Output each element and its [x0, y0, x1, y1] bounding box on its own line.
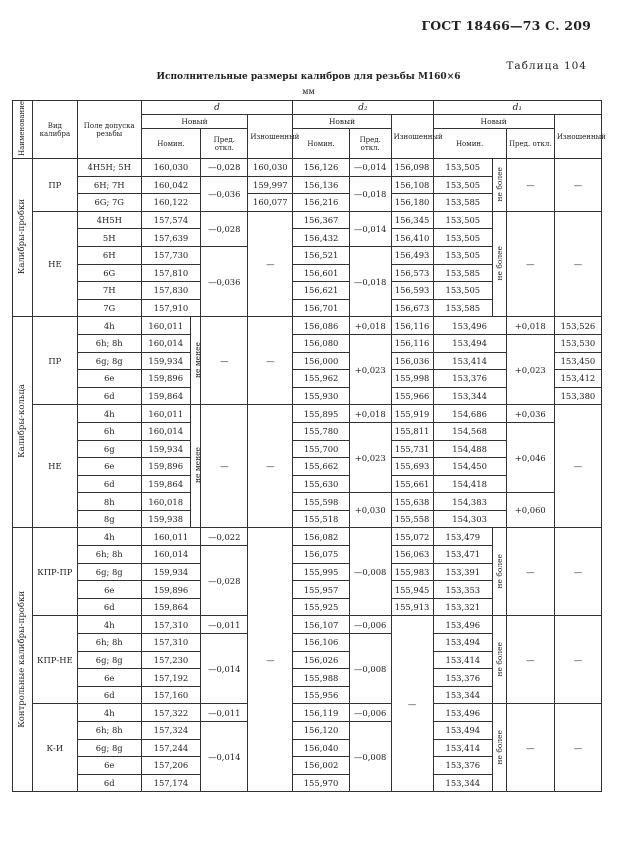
tolerance-cell: 6e [77, 370, 141, 388]
tolerance-cell: 7H [77, 282, 141, 300]
tolerance-cell: 6d [77, 475, 141, 493]
d2-worn-cell: 156,593 [391, 282, 433, 300]
header-d1-new: Новый [433, 115, 554, 129]
d1-worn-cell: — [554, 211, 601, 317]
d2-worn-cell: 155,731 [391, 440, 433, 458]
d2-worn-cell: 156,573 [391, 264, 433, 282]
d2-nominal-cell: 155,662 [293, 458, 349, 476]
d-nominal-cell: 157,830 [141, 282, 201, 300]
d2-nominal-cell: 156,126 [293, 159, 349, 177]
d2-worn-cell: 155,913 [391, 598, 433, 616]
table-row [13, 405, 602, 423]
tolerance-cell: 4h [77, 704, 141, 722]
d1-nominal-cell: 153,505 [433, 282, 493, 300]
d2-nominal-cell: 156,107 [293, 616, 349, 634]
header-d2-deviation: Пред. откл. [349, 129, 391, 159]
tolerance-cell: 8h [77, 493, 141, 511]
gauge-type: КПР-НЕ [32, 616, 77, 704]
d2-worn-cell: 155,983 [391, 563, 433, 581]
gauge-type: ПР [32, 317, 77, 405]
d-deviation-cell: —0,028 [201, 211, 248, 246]
d1-worn-cell: — [554, 704, 601, 792]
gauge-type: НЕ [32, 405, 77, 528]
d2-nominal-cell: 156,120 [293, 722, 349, 740]
header-name: Наименование [13, 101, 33, 159]
d1-deviation-cell: +0,023 [506, 334, 554, 404]
d2-nominal-cell: 155,957 [293, 581, 349, 599]
d1-nominal-cell: 153,344 [433, 686, 493, 704]
dimensions-table [12, 100, 606, 792]
d1-deviation-cell: — [506, 159, 554, 212]
d1-worn-cell: 153,450 [554, 352, 601, 370]
d1-deviation-cell: — [506, 528, 554, 616]
d-nominal-cell: 157,160 [141, 686, 201, 704]
d-nominal-cell: 159,934 [141, 563, 201, 581]
d2-deviation-cell: —0,006 [349, 704, 391, 722]
d-deviation-cell: —0,036 [201, 176, 248, 211]
d2-deviation-cell: +0,023 [349, 422, 391, 492]
d-deviation-cell: —0,014 [201, 634, 248, 704]
d2-worn-cell: 155,919 [391, 405, 433, 423]
d2-nominal-cell: 156,026 [293, 651, 349, 669]
header-d1-worn: Изношенный [554, 115, 601, 159]
header-d2-new: Новый [293, 115, 391, 129]
tolerance-cell: 8g [77, 510, 141, 528]
d-nominal-cell: 160,018 [141, 493, 190, 511]
d2-nominal-cell: 156,367 [293, 211, 349, 229]
header-d2-worn: Изношенный [391, 115, 433, 159]
d-deviation-cell: — [201, 317, 248, 405]
tolerance-cell: 6h; 8h [77, 634, 141, 652]
tolerance-cell: 6H; 7H [77, 176, 141, 194]
d2-nominal-cell: 155,518 [293, 510, 349, 528]
d1-deviation-cell: — [506, 616, 554, 704]
header-d-nominal: Номин. [141, 129, 201, 159]
group-label: Калибры-кольца [13, 317, 33, 528]
tolerance-cell: 6e [77, 458, 141, 476]
d2-deviation-cell: +0,030 [349, 493, 391, 528]
header-d-new: Новый [141, 115, 248, 129]
d1-nominal-cell: 154,303 [433, 510, 506, 528]
d1-worn-cell: 153,530 [554, 334, 601, 352]
d-nominal-cell: 160,014 [141, 334, 190, 352]
d-deviation-cell: —0,011 [201, 704, 248, 722]
d2-nominal-cell: 156,075 [293, 546, 349, 564]
table-row [13, 317, 602, 335]
d-nominal-cell: 157,322 [141, 704, 201, 722]
d1-deviation-cell: — [506, 211, 554, 317]
d1-nominal-cell: 154,686 [433, 405, 506, 423]
d-nominal-cell: 159,896 [141, 370, 190, 388]
d2-worn-cell: — [391, 616, 433, 792]
d2-worn-cell: 155,811 [391, 422, 433, 440]
tolerance-cell: 6d [77, 598, 141, 616]
d2-nominal-cell: 155,598 [293, 493, 349, 511]
tolerance-cell: 7G [77, 299, 141, 317]
d2-nominal-cell: 156,432 [293, 229, 349, 247]
d-deviation-cell: —0,028 [201, 159, 248, 177]
d1-nominal-cell: 153,585 [433, 264, 493, 282]
d1-nominal-cell: 153,494 [433, 634, 493, 652]
d1-nominal-cell: 153,505 [433, 159, 493, 177]
table-row [13, 704, 602, 722]
tolerance-cell: 6g; 8g [77, 739, 141, 757]
tolerance-cell: 6G; 7G [77, 194, 141, 212]
d-nominal-cell: 160,014 [141, 422, 190, 440]
header-d: d [141, 101, 293, 115]
tolerance-cell: 6g; 8g [77, 651, 141, 669]
group-label: Калибры-пробки [13, 159, 33, 317]
d-nominal-cell: 157,324 [141, 722, 201, 740]
d1-deviation-cell: +0,046 [506, 422, 554, 492]
d2-deviation-cell: —0,018 [349, 246, 391, 316]
tolerance-cell: 6h; 8h [77, 546, 141, 564]
d2-worn-cell: 155,945 [391, 581, 433, 599]
d1-worn-cell: — [554, 405, 601, 528]
d2-nominal-cell: 155,970 [293, 774, 349, 792]
d2-deviation-cell: —0,008 [349, 722, 391, 792]
d-nominal-cell: 157,230 [141, 651, 201, 669]
tolerance-cell: 6d [77, 387, 141, 405]
d2-nominal-cell: 156,080 [293, 334, 349, 352]
d1-deviation-cell: +0,060 [506, 493, 554, 528]
tolerance-cell: 4h [77, 616, 141, 634]
gauge-type: НЕ [32, 211, 77, 317]
tolerance-cell: 6e [77, 757, 141, 775]
d1-nominal-cell: 153,494 [433, 722, 493, 740]
d2-worn-cell: 156,493 [391, 246, 433, 264]
d-nominal-cell: 159,938 [141, 510, 190, 528]
d-nominal-cell: 157,310 [141, 616, 201, 634]
d1-nominal-cell: 153,505 [433, 246, 493, 264]
d1-nominal-cell: 153,505 [433, 229, 493, 247]
d2-nominal-cell: 155,988 [293, 669, 349, 687]
not-more-label: не более [493, 528, 507, 616]
not-more-label: не более [493, 704, 507, 792]
d2-nominal-cell: 155,995 [293, 563, 349, 581]
header-d1-deviation: Пред. откл. [506, 129, 554, 159]
d-nominal-cell: 159,934 [141, 440, 190, 458]
d-nominal-cell: 159,896 [141, 458, 190, 476]
d1-nominal-cell: 153,496 [433, 317, 506, 335]
d-nominal-cell: 157,730 [141, 246, 201, 264]
d2-nominal-cell: 156,000 [293, 352, 349, 370]
d1-nominal-cell: 154,568 [433, 422, 506, 440]
d-worn-cell: 160,030 [248, 159, 293, 177]
d2-worn-cell: 156,098 [391, 159, 433, 177]
d2-nominal-cell: 156,082 [293, 528, 349, 546]
header-tolerance: Поле допуска резьбы [77, 101, 141, 159]
d2-worn-cell: 156,673 [391, 299, 433, 317]
d-nominal-cell: 157,192 [141, 669, 201, 687]
d2-nominal-cell: 155,925 [293, 598, 349, 616]
d1-nominal-cell: 153,344 [433, 387, 506, 405]
table-row [13, 422, 602, 440]
tolerance-cell: 6h; 8h [77, 722, 141, 740]
d2-worn-cell: 156,063 [391, 546, 433, 564]
d1-nominal-cell: 153,391 [433, 563, 493, 581]
d1-nominal-cell: 153,414 [433, 352, 506, 370]
d1-nominal-cell: 153,376 [433, 669, 493, 687]
d2-worn-cell: 155,638 [391, 493, 433, 511]
d2-nominal-cell: 156,106 [293, 634, 349, 652]
d1-worn-cell: — [554, 616, 601, 704]
d-nominal-cell: 157,574 [141, 211, 201, 229]
d1-nominal-cell: 153,585 [433, 194, 493, 212]
d1-nominal-cell: 153,496 [433, 704, 493, 722]
gauge-type: КПР-ПР [32, 528, 77, 616]
tolerance-cell: 4H5H [77, 211, 141, 229]
d-nominal-cell: 157,244 [141, 739, 201, 757]
d1-nominal-cell: 153,496 [433, 616, 493, 634]
tolerance-cell: 6H [77, 246, 141, 264]
d-nominal-cell: 157,639 [141, 229, 201, 247]
d1-nominal-cell: 154,450 [433, 458, 506, 476]
d1-worn-cell: 153,526 [554, 317, 601, 335]
d-nominal-cell: 160,122 [141, 194, 201, 212]
d2-nominal-cell: 156,701 [293, 299, 349, 317]
d1-nominal-cell: 153,505 [433, 176, 493, 194]
header-d1: d₁ [433, 101, 602, 115]
d2-nominal-cell: 156,136 [293, 176, 349, 194]
d1-nominal-cell: 153,494 [433, 334, 506, 352]
d2-nominal-cell: 156,086 [293, 317, 349, 335]
d-deviation-cell: —0,022 [201, 528, 248, 546]
d-worn-cell: — [248, 211, 293, 317]
d-deviation-cell: —0,011 [201, 616, 248, 634]
d2-deviation-cell: —0,008 [349, 528, 391, 616]
table-caption: Исполнительные размеры калибров для резьбы М160×6 [156, 72, 461, 82]
gauge-type: К-И [32, 704, 77, 792]
d2-worn-cell: 156,036 [391, 352, 433, 370]
page-header: ГОСТ 18466—73 С. 209 [421, 18, 591, 33]
not-less-label: не менее [190, 405, 200, 528]
d1-nominal-cell: 153,479 [433, 528, 493, 546]
tolerance-cell: 6e [77, 581, 141, 599]
header-d-deviation: Пред. откл. [201, 129, 248, 159]
tolerance-cell: 4h [77, 317, 141, 335]
d1-deviation-cell: +0,018 [506, 317, 554, 335]
tolerance-cell: 6G [77, 264, 141, 282]
table-number: Таблица 104 [506, 60, 587, 72]
d-nominal-cell: 157,910 [141, 299, 201, 317]
d-nominal-cell: 159,896 [141, 581, 201, 599]
d2-nominal-cell: 156,002 [293, 757, 349, 775]
d2-worn-cell: 156,345 [391, 211, 433, 229]
tolerance-cell: 6e [77, 669, 141, 687]
d1-nominal-cell: 153,376 [433, 370, 506, 388]
gauge-type: ПР [32, 159, 77, 212]
d2-worn-cell: 155,693 [391, 458, 433, 476]
d1-nominal-cell: 153,344 [433, 774, 493, 792]
not-more-label: не более [493, 616, 507, 704]
tolerance-cell: 4h [77, 528, 141, 546]
d2-deviation-cell: —0,006 [349, 616, 391, 634]
d-nominal-cell: 160,014 [141, 546, 201, 564]
d2-deviation-cell: —0,018 [349, 176, 391, 211]
unit-label: мм [302, 87, 315, 96]
not-less-label: не менее [190, 317, 200, 405]
d1-worn-cell: 153,412 [554, 370, 601, 388]
d1-worn-cell: — [554, 528, 601, 616]
not-more-label: не более [493, 159, 507, 212]
d-nominal-cell: 160,042 [141, 176, 201, 194]
d1-nominal-cell: 154,418 [433, 475, 506, 493]
tolerance-cell: 6h [77, 422, 141, 440]
d-worn-cell: — [248, 405, 293, 528]
d1-deviation-cell: — [506, 704, 554, 792]
d2-worn-cell: 156,108 [391, 176, 433, 194]
d1-deviation-cell: +0,036 [506, 405, 554, 423]
d1-nominal-cell: 153,471 [433, 546, 493, 564]
d-deviation-cell: —0,014 [201, 722, 248, 792]
d1-nominal-cell: 153,585 [433, 299, 493, 317]
d2-nominal-cell: 156,601 [293, 264, 349, 282]
d2-worn-cell: 156,116 [391, 317, 433, 335]
tolerance-cell: 6g [77, 440, 141, 458]
not-more-label: не более [493, 211, 507, 317]
d1-worn-cell: 153,380 [554, 387, 601, 405]
header-d2: d₂ [293, 101, 433, 115]
table-row [13, 528, 602, 546]
tolerance-cell: 6h; 8h [77, 334, 141, 352]
d-nominal-cell: 160,011 [141, 405, 190, 423]
group-label: Контрольные калибры-пробки [13, 528, 33, 792]
d1-nominal-cell: 154,488 [433, 440, 506, 458]
d1-nominal-cell: 153,321 [433, 598, 493, 616]
d1-nominal-cell: 153,414 [433, 739, 493, 757]
d2-worn-cell: 156,180 [391, 194, 433, 212]
d2-worn-cell: 155,072 [391, 528, 433, 546]
d-deviation-cell: —0,036 [201, 246, 248, 316]
d1-worn-cell: — [554, 159, 601, 212]
d1-nominal-cell: 153,376 [433, 757, 493, 775]
table-row [13, 159, 602, 177]
d2-nominal-cell: 155,780 [293, 422, 349, 440]
tolerance-cell: 5H [77, 229, 141, 247]
d2-worn-cell: 155,558 [391, 510, 433, 528]
d-nominal-cell: 159,864 [141, 598, 201, 616]
d2-nominal-cell: 155,630 [293, 475, 349, 493]
d2-deviation-cell: +0,018 [349, 317, 391, 335]
d2-deviation-cell: —0,008 [349, 634, 391, 704]
header-d-worn: Изношенный [248, 115, 293, 159]
d1-nominal-cell: 153,353 [433, 581, 493, 599]
d2-deviation-cell: +0,018 [349, 405, 391, 423]
tolerance-cell: 4H5H; 5H [77, 159, 141, 177]
d-nominal-cell: 157,810 [141, 264, 201, 282]
d-nominal-cell: 159,864 [141, 475, 190, 493]
d-worn-cell: 160,077 [248, 194, 293, 212]
d-nominal-cell: 159,934 [141, 352, 190, 370]
header-type: Вид калибра [32, 101, 77, 159]
d1-nominal-cell: 154,383 [433, 493, 506, 511]
d2-worn-cell: 156,116 [391, 334, 433, 352]
d2-nominal-cell: 155,930 [293, 387, 349, 405]
d-deviation-cell: — [201, 405, 248, 528]
header-d1-nominal: Номин. [433, 129, 506, 159]
d2-deviation-cell: —0,014 [349, 211, 391, 246]
d-nominal-cell: 160,011 [141, 317, 190, 335]
d2-nominal-cell: 156,040 [293, 739, 349, 757]
d2-deviation-cell: —0,014 [349, 159, 391, 177]
tolerance-cell: 6d [77, 686, 141, 704]
d2-nominal-cell: 156,521 [293, 246, 349, 264]
d2-worn-cell: 155,998 [391, 370, 433, 388]
tolerance-cell: 6g; 8g [77, 352, 141, 370]
d-worn-cell: — [248, 317, 293, 405]
d2-nominal-cell: 156,621 [293, 282, 349, 300]
d2-worn-cell: 155,966 [391, 387, 433, 405]
tolerance-cell: 6d [77, 774, 141, 792]
d2-nominal-cell: 156,216 [293, 194, 349, 212]
d2-nominal-cell: 156,119 [293, 704, 349, 722]
d-worn-cell: — [248, 528, 293, 792]
d2-nominal-cell: 155,895 [293, 405, 349, 423]
d2-worn-cell: 156,410 [391, 229, 433, 247]
d-nominal-cell: 159,864 [141, 387, 190, 405]
d2-nominal-cell: 155,956 [293, 686, 349, 704]
tolerance-cell: 4h [77, 405, 141, 423]
table-row [13, 334, 602, 352]
table-row [13, 493, 602, 511]
tolerance-cell: 6g; 8g [77, 563, 141, 581]
d-nominal-cell: 160,030 [141, 159, 201, 177]
d1-nominal-cell: 153,505 [433, 211, 493, 229]
header-d2-nominal: Номин. [293, 129, 349, 159]
d2-worn-cell: 155,661 [391, 475, 433, 493]
d-nominal-cell: 157,206 [141, 757, 201, 775]
d-nominal-cell: 157,174 [141, 774, 201, 792]
d-nominal-cell: 157,310 [141, 634, 201, 652]
d2-nominal-cell: 155,700 [293, 440, 349, 458]
table-row [13, 616, 602, 634]
d-deviation-cell: —0,028 [201, 546, 248, 616]
table-row [13, 211, 602, 229]
d-nominal-cell: 160,011 [141, 528, 201, 546]
d-worn-cell: 159,997 [248, 176, 293, 194]
d1-nominal-cell: 153,414 [433, 651, 493, 669]
d2-deviation-cell: +0,023 [349, 334, 391, 404]
d2-nominal-cell: 155,962 [293, 370, 349, 388]
